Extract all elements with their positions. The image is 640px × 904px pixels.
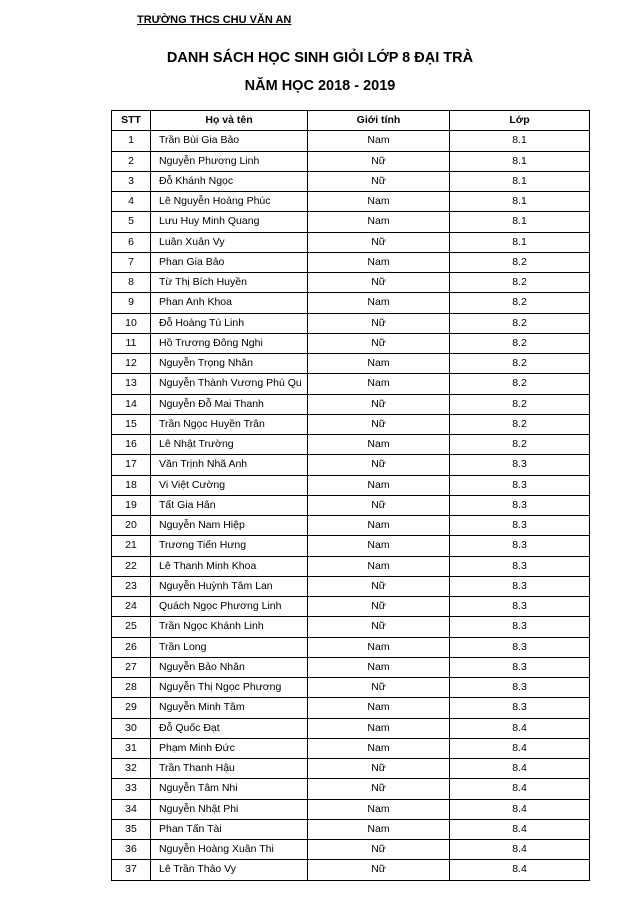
cell-stt: 14 bbox=[112, 394, 151, 414]
cell-class: 8.1 bbox=[450, 192, 590, 212]
table-row bbox=[112, 212, 590, 232]
cell-gender: Nam bbox=[308, 698, 450, 718]
cell-gender: Nam bbox=[308, 435, 450, 455]
table-row bbox=[112, 192, 590, 212]
cell-class: 8.3 bbox=[450, 698, 590, 718]
table-row bbox=[112, 293, 590, 313]
cell-stt: 23 bbox=[112, 576, 151, 596]
cell-gender: Nam bbox=[308, 212, 450, 232]
school-year: NĂM HỌC 2018 - 2019 bbox=[244, 78, 396, 94]
cell-class: 8.1 bbox=[450, 151, 590, 171]
cell-stt: 31 bbox=[112, 738, 151, 758]
cell-class: 8.4 bbox=[450, 840, 590, 860]
cell-stt: 1 bbox=[112, 131, 151, 151]
cell-stt: 17 bbox=[112, 455, 151, 475]
table-row bbox=[112, 840, 590, 860]
cell-class: 8.2 bbox=[450, 354, 590, 374]
cell-name: Nguyễn Thị Ngọc Phương bbox=[151, 678, 308, 698]
table-row bbox=[112, 333, 590, 353]
cell-name: Nguyễn Bảo Nhân bbox=[151, 657, 308, 677]
cell-gender: Nam bbox=[308, 252, 450, 272]
table-row bbox=[112, 597, 590, 617]
cell-gender: Nam bbox=[308, 819, 450, 839]
table-row bbox=[112, 617, 590, 637]
cell-class: 8.3 bbox=[450, 617, 590, 637]
table-row bbox=[112, 435, 590, 455]
cell-gender: Nữ bbox=[308, 313, 450, 333]
cell-name: Nguyễn Phương Linh bbox=[151, 151, 308, 171]
cell-class: 8.3 bbox=[450, 516, 590, 536]
cell-gender: Nữ bbox=[308, 759, 450, 779]
cell-name: Lê Nguyễn Hoàng Phúc bbox=[151, 192, 308, 212]
cell-gender: Nữ bbox=[308, 414, 450, 434]
cell-stt: 34 bbox=[112, 799, 151, 819]
cell-gender: Nữ bbox=[308, 495, 450, 515]
cell-gender: Nam bbox=[308, 556, 450, 576]
table-row bbox=[112, 860, 590, 880]
cell-gender: Nam bbox=[308, 354, 450, 374]
cell-class: 8.1 bbox=[450, 131, 590, 151]
cell-stt: 36 bbox=[112, 840, 151, 860]
cell-gender: Nam bbox=[308, 738, 450, 758]
cell-name: Văn Trịnh Nhã Anh bbox=[151, 455, 308, 475]
table-row bbox=[112, 536, 590, 556]
cell-gender: Nam bbox=[308, 293, 450, 313]
cell-name: Hồ Trương Đông Nghi bbox=[151, 333, 308, 353]
cell-gender: Nữ bbox=[308, 333, 450, 353]
cell-name: Nguyễn Hoàng Xuân Thi bbox=[151, 840, 308, 860]
cell-gender: Nữ bbox=[308, 171, 450, 191]
cell-gender: Nữ bbox=[308, 779, 450, 799]
table-row bbox=[112, 495, 590, 515]
cell-stt: 25 bbox=[112, 617, 151, 637]
cell-class: 8.1 bbox=[450, 232, 590, 252]
cell-class: 8.3 bbox=[450, 576, 590, 596]
cell-stt: 27 bbox=[112, 657, 151, 677]
cell-class: 8.2 bbox=[450, 333, 590, 353]
cell-class: 8.3 bbox=[450, 475, 590, 495]
cell-name: Lưu Huy Minh Quang bbox=[151, 212, 308, 232]
school-name: TRƯỜNG THCS CHU VĂN AN bbox=[137, 14, 292, 26]
cell-class: 8.3 bbox=[450, 495, 590, 515]
cell-class: 8.2 bbox=[450, 313, 590, 333]
cell-stt: 15 bbox=[112, 414, 151, 434]
cell-gender: Nam bbox=[308, 374, 450, 394]
cell-gender: Nữ bbox=[308, 678, 450, 698]
cell-stt: 7 bbox=[112, 252, 151, 272]
cell-gender: Nam bbox=[308, 799, 450, 819]
cell-name: Lê Nhật Trường bbox=[151, 435, 308, 455]
cell-stt: 6 bbox=[112, 232, 151, 252]
cell-class: 8.3 bbox=[450, 637, 590, 657]
cell-class: 8.3 bbox=[450, 536, 590, 556]
cell-class: 8.4 bbox=[450, 799, 590, 819]
cell-gender: Nữ bbox=[308, 840, 450, 860]
table-row bbox=[112, 698, 590, 718]
table-row bbox=[112, 738, 590, 758]
cell-gender: Nam bbox=[308, 536, 450, 556]
cell-stt: 5 bbox=[112, 212, 151, 232]
table-row bbox=[112, 657, 590, 677]
table-row bbox=[112, 819, 590, 839]
column-header-name: Họ và tên bbox=[151, 111, 308, 131]
cell-name: Nguyễn Minh Tâm bbox=[151, 698, 308, 718]
cell-name: Trần Thanh Hậu bbox=[151, 759, 308, 779]
table-row bbox=[112, 678, 590, 698]
cell-class: 8.2 bbox=[450, 435, 590, 455]
cell-stt: 2 bbox=[112, 151, 151, 171]
cell-name: Nguyễn Nam Hiệp bbox=[151, 516, 308, 536]
cell-stt: 37 bbox=[112, 860, 151, 880]
cell-class: 8.3 bbox=[450, 597, 590, 617]
cell-stt: 24 bbox=[112, 597, 151, 617]
cell-name: Phan Gia Bảo bbox=[151, 252, 308, 272]
cell-class: 8.2 bbox=[450, 374, 590, 394]
table-row bbox=[112, 151, 590, 171]
column-header-class: Lớp bbox=[450, 111, 590, 131]
cell-stt: 3 bbox=[112, 171, 151, 191]
table-row bbox=[112, 232, 590, 252]
cell-gender: Nữ bbox=[308, 151, 450, 171]
cell-stt: 19 bbox=[112, 495, 151, 515]
cell-gender: Nữ bbox=[308, 394, 450, 414]
table-body bbox=[112, 131, 590, 880]
cell-gender: Nữ bbox=[308, 576, 450, 596]
cell-name: Tất Gia Hân bbox=[151, 495, 308, 515]
cell-class: 8.4 bbox=[450, 779, 590, 799]
cell-stt: 8 bbox=[112, 273, 151, 293]
cell-class: 8.2 bbox=[450, 273, 590, 293]
cell-gender: Nữ bbox=[308, 617, 450, 637]
cell-name: Nguyễn Thành Vương Phú Qu bbox=[151, 374, 308, 394]
cell-class: 8.4 bbox=[450, 738, 590, 758]
cell-name: Nguyễn Nhật Phi bbox=[151, 799, 308, 819]
cell-stt: 13 bbox=[112, 374, 151, 394]
cell-class: 8.3 bbox=[450, 678, 590, 698]
cell-class: 8.1 bbox=[450, 212, 590, 232]
cell-stt: 10 bbox=[112, 313, 151, 333]
cell-gender: Nữ bbox=[308, 232, 450, 252]
cell-gender: Nữ bbox=[308, 597, 450, 617]
table-row bbox=[112, 475, 590, 495]
cell-name: Trần Long bbox=[151, 637, 308, 657]
cell-class: 8.1 bbox=[450, 171, 590, 191]
cell-gender: Nam bbox=[308, 475, 450, 495]
column-header-stt: STT bbox=[112, 111, 151, 131]
cell-stt: 32 bbox=[112, 759, 151, 779]
cell-name: Từ Thị Bích Huyền bbox=[151, 273, 308, 293]
cell-name: Phan Anh Khoa bbox=[151, 293, 308, 313]
cell-name: Vi Việt Cường bbox=[151, 475, 308, 495]
table-row bbox=[112, 556, 590, 576]
cell-gender: Nam bbox=[308, 131, 450, 151]
cell-name: Quách Ngọc Phương Linh bbox=[151, 597, 308, 617]
table-row bbox=[112, 516, 590, 536]
cell-gender: Nữ bbox=[308, 455, 450, 475]
table-row bbox=[112, 171, 590, 191]
table-row bbox=[112, 799, 590, 819]
cell-stt: 16 bbox=[112, 435, 151, 455]
cell-gender: Nam bbox=[308, 192, 450, 212]
cell-gender: Nam bbox=[308, 516, 450, 536]
cell-name: Đỗ Hoàng Tú Linh bbox=[151, 313, 308, 333]
cell-class: 8.4 bbox=[450, 718, 590, 738]
cell-class: 8.2 bbox=[450, 394, 590, 414]
cell-name: Nguyễn Đỗ Mai Thanh bbox=[151, 394, 308, 414]
student-table bbox=[111, 110, 590, 881]
cell-stt: 4 bbox=[112, 192, 151, 212]
cell-stt: 26 bbox=[112, 637, 151, 657]
cell-stt: 20 bbox=[112, 516, 151, 536]
cell-stt: 11 bbox=[112, 333, 151, 353]
cell-stt: 21 bbox=[112, 536, 151, 556]
cell-stt: 28 bbox=[112, 678, 151, 698]
cell-stt: 29 bbox=[112, 698, 151, 718]
cell-stt: 12 bbox=[112, 354, 151, 374]
table-header-row bbox=[112, 111, 590, 131]
cell-class: 8.3 bbox=[450, 556, 590, 576]
cell-name: Luân Xuân Vy bbox=[151, 232, 308, 252]
table-row bbox=[112, 252, 590, 272]
cell-name: Nguyễn Trọng Nhân bbox=[151, 354, 308, 374]
cell-name: Trần Ngọc Khánh Linh bbox=[151, 617, 308, 637]
cell-stt: 18 bbox=[112, 475, 151, 495]
cell-name: Phan Tấn Tài bbox=[151, 819, 308, 839]
table-row bbox=[112, 637, 590, 657]
cell-class: 8.2 bbox=[450, 414, 590, 434]
cell-name: Đỗ Quốc Đạt bbox=[151, 718, 308, 738]
cell-class: 8.3 bbox=[450, 657, 590, 677]
cell-name: Trương Tiến Hưng bbox=[151, 536, 308, 556]
cell-class: 8.2 bbox=[450, 252, 590, 272]
cell-stt: 33 bbox=[112, 779, 151, 799]
cell-gender: Nam bbox=[308, 637, 450, 657]
table-row bbox=[112, 273, 590, 293]
cell-gender: Nam bbox=[308, 657, 450, 677]
table-row bbox=[112, 759, 590, 779]
cell-name: Phạm Minh Đức bbox=[151, 738, 308, 758]
table-row bbox=[112, 374, 590, 394]
cell-name: Trần Ngọc Huyền Trân bbox=[151, 414, 308, 434]
cell-gender: Nữ bbox=[308, 273, 450, 293]
cell-name: Lê Trần Thảo Vy bbox=[151, 860, 308, 880]
column-header-gender: Giới tính bbox=[308, 111, 450, 131]
cell-class: 8.3 bbox=[450, 455, 590, 475]
cell-gender: Nữ bbox=[308, 860, 450, 880]
cell-name: Đỗ Khánh Ngọc bbox=[151, 171, 308, 191]
table-row bbox=[112, 576, 590, 596]
cell-stt: 30 bbox=[112, 718, 151, 738]
cell-class: 8.4 bbox=[450, 819, 590, 839]
table-row bbox=[112, 779, 590, 799]
table-row bbox=[112, 313, 590, 333]
cell-class: 8.4 bbox=[450, 860, 590, 880]
table-row bbox=[112, 414, 590, 434]
cell-gender: Nam bbox=[308, 718, 450, 738]
cell-name: Trần Bùi Gia Bảo bbox=[151, 131, 308, 151]
cell-class: 8.4 bbox=[450, 759, 590, 779]
table-row bbox=[112, 394, 590, 414]
table-row bbox=[112, 131, 590, 151]
cell-name: Nguyễn Huỳnh Tâm Lan bbox=[151, 576, 308, 596]
cell-name: Nguyễn Tâm Nhi bbox=[151, 779, 308, 799]
table-row bbox=[112, 718, 590, 738]
table-row bbox=[112, 354, 590, 374]
cell-name: Lê Thanh Minh Khoa bbox=[151, 556, 308, 576]
cell-stt: 35 bbox=[112, 819, 151, 839]
cell-class: 8.2 bbox=[450, 293, 590, 313]
document-title: DANH SÁCH HỌC SINH GIỎI LỚP 8 ĐẠI TRÀ bbox=[166, 50, 474, 66]
cell-stt: 9 bbox=[112, 293, 151, 313]
table-row bbox=[112, 455, 590, 475]
cell-stt: 22 bbox=[112, 556, 151, 576]
